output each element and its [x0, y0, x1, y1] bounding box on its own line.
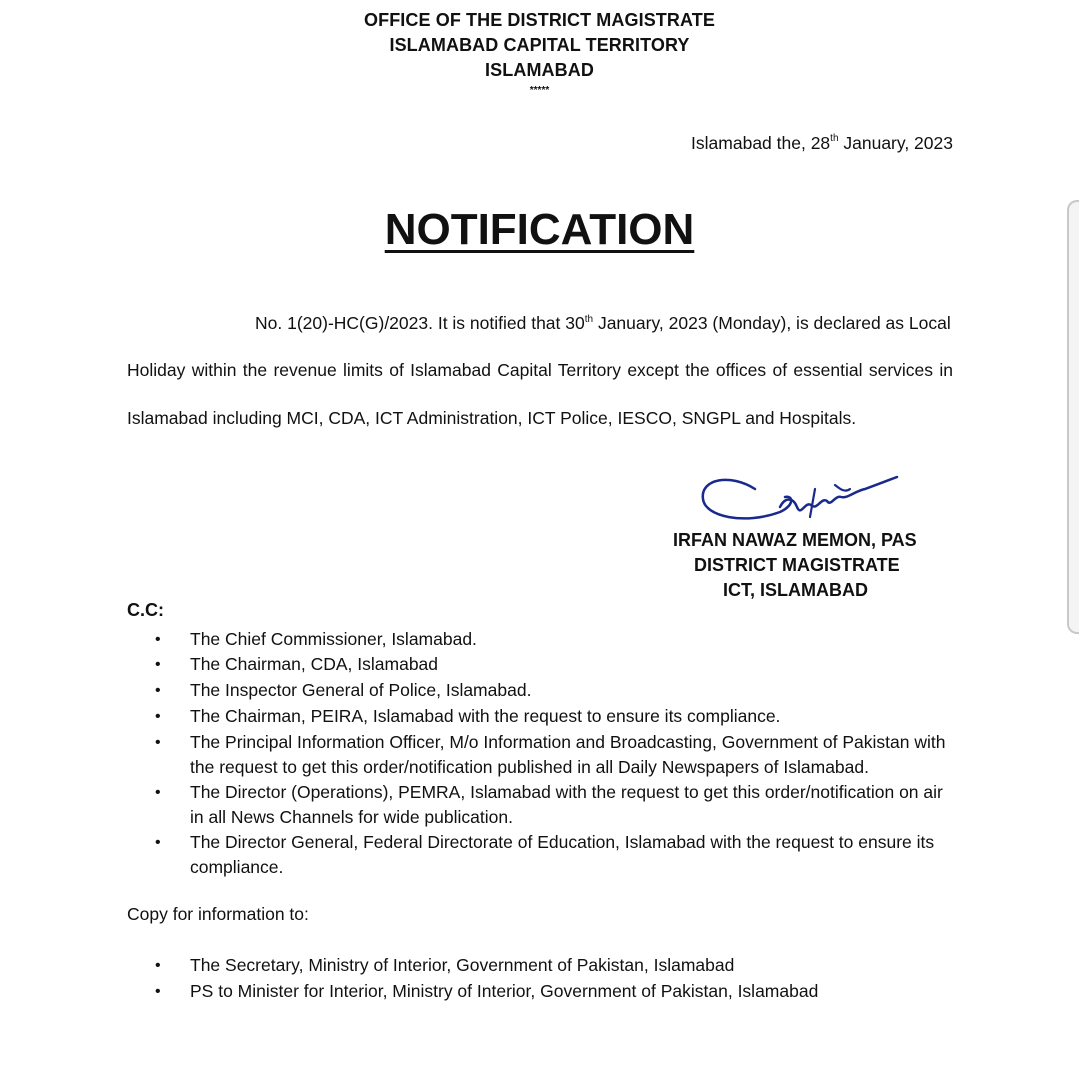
bullet: •	[155, 784, 161, 801]
bullet: •	[155, 682, 161, 699]
bullet: •	[155, 708, 161, 725]
bullet: •	[155, 983, 161, 1000]
bullet: •	[155, 631, 161, 648]
date-line: Islamabad the, 28th January, 2023	[691, 133, 953, 153]
bullet: •	[155, 957, 161, 974]
body-line-2: Holiday within the revenue limits of Islamabad Capital Territory except the offices of essential services in	[127, 360, 953, 380]
bullet: •	[155, 734, 161, 751]
copy-heading: Copy for information to:	[127, 904, 309, 924]
handwritten-signature	[685, 467, 905, 537]
document-title: NOTIFICATION	[384, 205, 695, 254]
body-line-3: Islamabad including MCI, CDA, ICT Administration, ICT Police, IESCO, SNGPL and Hospitals.	[127, 408, 857, 428]
signatory-location: ICT, ISLAMABAD	[723, 580, 868, 600]
body-line-1: No. 1(20)-HC(G)/2023. It is notified that 30th January, 2023 (Monday), is declared as Local	[255, 313, 951, 333]
territory-heading: ISLAMABAD CAPITAL TERRITORY	[389, 35, 690, 55]
signatory-designation: DISTRICT MAGISTRATE	[694, 555, 900, 575]
bullet: •	[155, 834, 161, 851]
cc-heading: C.C:	[127, 600, 164, 620]
header-stars: *****	[529, 85, 550, 96]
page-edge-handle	[1067, 200, 1079, 634]
city-heading: ISLAMABAD	[485, 60, 594, 80]
notification-document: OFFICE OF THE DISTRICT MAGISTRATE ISLAMABAD CAPITAL TERRITORY ISLAMABAD ***** Islamabad the, 28th January, 2023 NOTIFICATION No. 1(20)-HC(G)/2023. It is notified that 30th January, 2023 (Monday), is declared as Local Holiday within the revenue limits of Islamabad Capital Territory except the offices of essential services in Islamabad including MCI, CDA, ICT Administration, ICT Police, IESCO, SNGPL and Hospitals. IRFAN NAWAZ MEMON, PAS DISTRICT MAGISTRATE ICT, ISLAMABAD C.C: • The Chief Commissioner, Islamabad. • The Chairman, CDA, Islamabad • The Inspector General of Police, Islamabad. • The Chairman, PEIRA, Islamabad with the request to ensure its compliance. • The Principal Information Officer, M/o Information and Broadcasting, Government of Pakistan with the request to get this order/notification published in all Daily Newspapers of Islamabad. • The Director (Operations), PEMRA, Islamabad with the request to get this order/notification on air in all News Channels for wide publication. • The Director General, Federal Directorate of Education, Islamabad with the request to ensure its compliance. Copy for information to: • The Secretary, Ministry of Interior, Government of Pakistan, Islamabad • PS to Minister for Interior, Ministry of Interior, Government of Pakistan, Islamabad	[0, 0, 1079, 1080]
office-heading: OFFICE OF THE DISTRICT MAGISTRATE	[364, 10, 715, 30]
signatory-name: IRFAN NAWAZ MEMON, PAS	[673, 530, 917, 550]
bullet: •	[155, 656, 161, 673]
